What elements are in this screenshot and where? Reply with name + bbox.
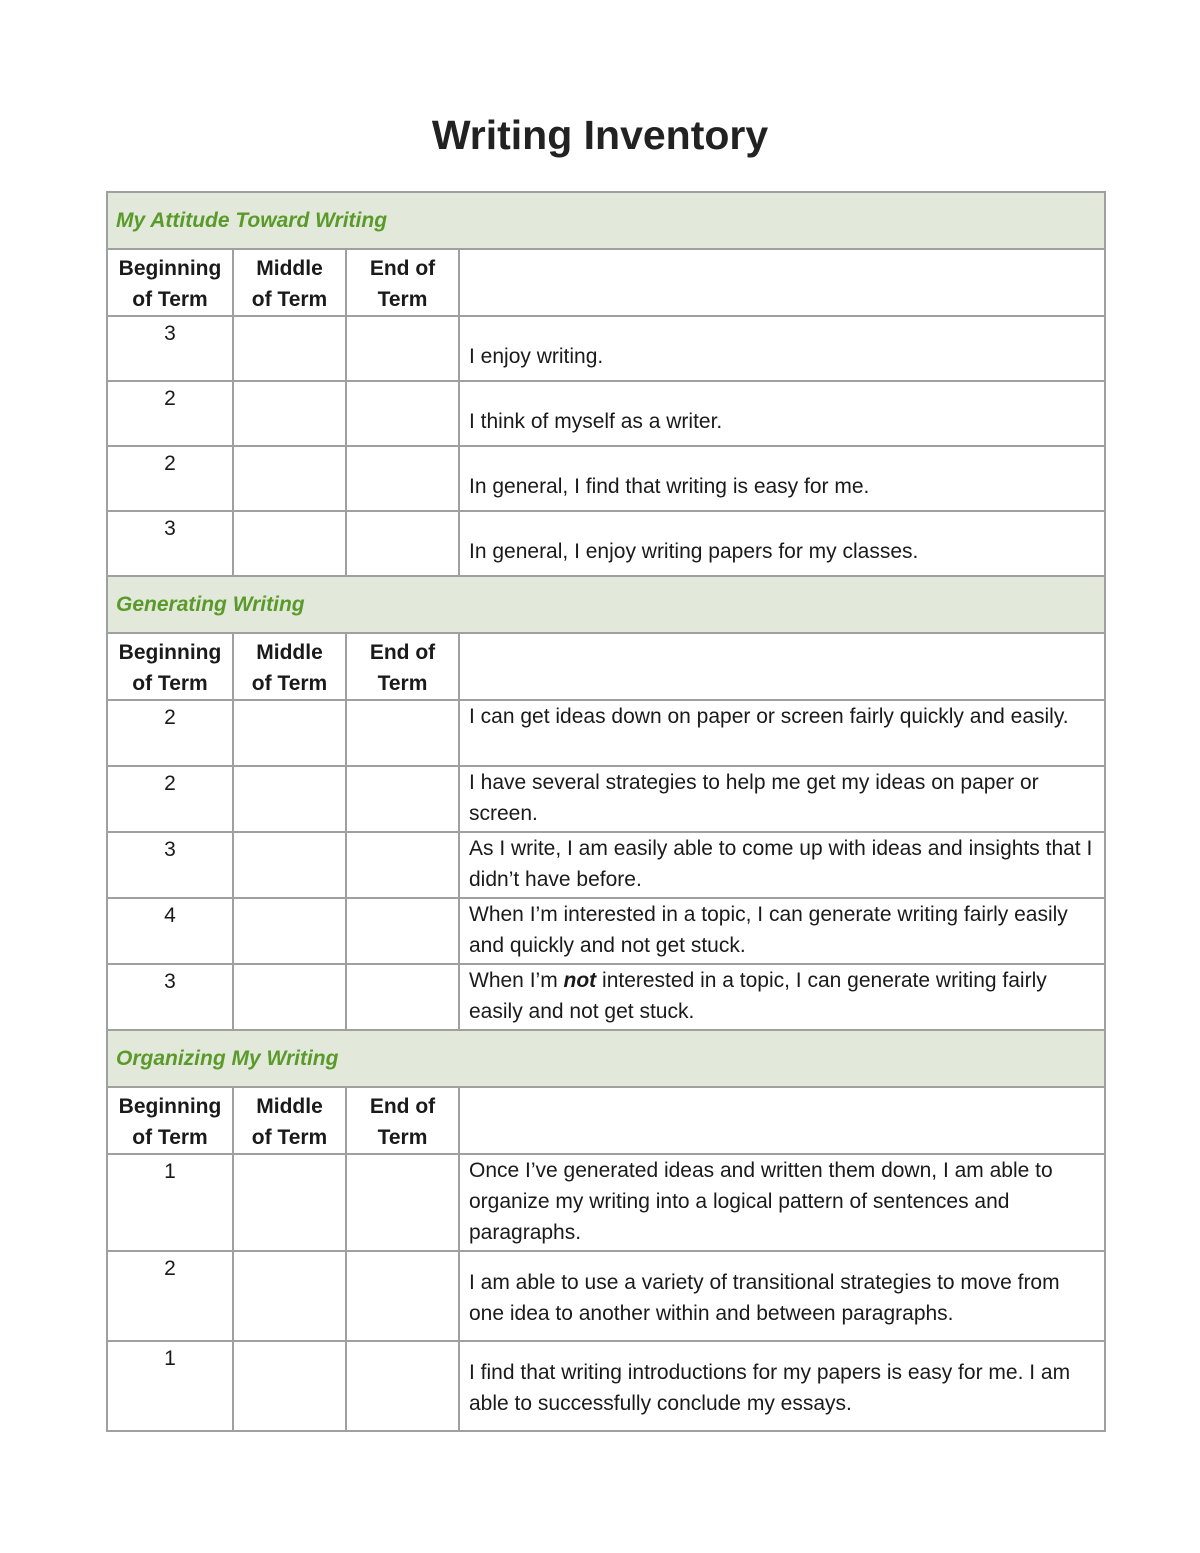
section-title: Organizing My Writing (107, 1030, 1105, 1087)
inventory-table (106, 191, 1106, 1432)
statement: In general, I enjoy writing papers for my classes. (459, 511, 1105, 576)
beginning-of-term-header: Beginning of Term (107, 1087, 233, 1154)
page-title: Writing Inventory (431, 112, 769, 158)
table-row (107, 964, 1105, 1030)
beginning-score[interactable]: 2 (107, 700, 233, 766)
statement: As I write, I am easily able to come up with ideas and insights that I didn’t have before. (459, 832, 1105, 898)
statement-header (459, 633, 1105, 700)
section-header-row (107, 1030, 1105, 1087)
beginning-score[interactable]: 3 (107, 832, 233, 898)
column-header-row (107, 633, 1105, 700)
middle-score[interactable] (233, 766, 346, 832)
middle-score[interactable] (233, 511, 346, 576)
end-of-term-header: End of Term (346, 633, 459, 700)
statement: I enjoy writing. (459, 316, 1105, 381)
section-title: My Attitude Toward Writing (107, 192, 1105, 249)
end-score[interactable] (346, 381, 459, 446)
end-score[interactable] (346, 1251, 459, 1341)
middle-score[interactable] (233, 1251, 346, 1341)
end-of-term-header: End of Term (346, 1087, 459, 1154)
beginning-score[interactable]: 2 (107, 446, 233, 511)
middle-of-term-header: Middle of Term (233, 633, 346, 700)
middle-score[interactable] (233, 832, 346, 898)
statement: In general, I find that writing is easy for me. (459, 446, 1105, 511)
beginning-score[interactable]: 1 (107, 1341, 233, 1431)
section-header-row (107, 192, 1105, 249)
table-row (107, 766, 1105, 832)
statement: I am able to use a variety of transitional strategies to move from one idea to another within and between paragraphs. (459, 1251, 1105, 1341)
table-row (107, 1341, 1105, 1431)
statement-header (459, 249, 1105, 316)
middle-score[interactable] (233, 316, 346, 381)
beginning-of-term-header: Beginning of Term (107, 633, 233, 700)
end-of-term-header: End of Term (346, 249, 459, 316)
statement: I can get ideas down on paper or screen fairly quickly and easily. (459, 700, 1105, 766)
emphasis-not: not (563, 969, 597, 992)
beginning-score[interactable]: 3 (107, 964, 233, 1030)
table-row (107, 700, 1105, 766)
end-score[interactable] (346, 446, 459, 511)
statement: I have several strategies to help me get my ideas on paper or screen. (459, 766, 1105, 832)
beginning-score[interactable]: 3 (107, 316, 233, 381)
end-score[interactable] (346, 766, 459, 832)
table-row (107, 381, 1105, 446)
table-row (107, 832, 1105, 898)
middle-score[interactable] (233, 1154, 346, 1251)
middle-score[interactable] (233, 446, 346, 511)
statement: Once I’ve generated ideas and written them down, I am able to organize my writing into a logical pattern of sentences and paragraphs. (459, 1154, 1105, 1251)
beginning-of-term-header: Beginning of Term (107, 249, 233, 316)
middle-score[interactable] (233, 964, 346, 1030)
end-score[interactable] (346, 511, 459, 576)
statement: I find that writing introductions for my papers is easy for me. I am able to successfully conclude my essays. (459, 1341, 1105, 1431)
table-row (107, 1251, 1105, 1341)
middle-score[interactable] (233, 700, 346, 766)
end-score[interactable] (346, 964, 459, 1030)
beginning-score[interactable]: 2 (107, 766, 233, 832)
beginning-score[interactable]: 3 (107, 511, 233, 576)
end-score[interactable] (346, 316, 459, 381)
end-score[interactable] (346, 898, 459, 964)
statement-header (459, 1087, 1105, 1154)
end-score[interactable] (346, 1154, 459, 1251)
beginning-score[interactable]: 2 (107, 1251, 233, 1341)
table-row (107, 316, 1105, 381)
section-title: Generating Writing (107, 576, 1105, 633)
column-header-row (107, 249, 1105, 316)
beginning-score[interactable]: 1 (107, 1154, 233, 1251)
table-row (107, 1154, 1105, 1251)
middle-score[interactable] (233, 381, 346, 446)
table-row (107, 898, 1105, 964)
table-row (107, 511, 1105, 576)
end-score[interactable] (346, 1341, 459, 1431)
middle-score[interactable] (233, 1341, 346, 1431)
middle-of-term-header: Middle of Term (233, 249, 346, 316)
statement: I think of myself as a writer. (459, 381, 1105, 446)
end-score[interactable] (346, 700, 459, 766)
section-header-row (107, 576, 1105, 633)
statement: When I’m not interested in a topic, I can generate writing fairly easily and not get stuck. (459, 964, 1105, 1030)
beginning-score[interactable]: 2 (107, 381, 233, 446)
beginning-score[interactable]: 4 (107, 898, 233, 964)
end-score[interactable] (346, 832, 459, 898)
middle-of-term-header: Middle of Term (233, 1087, 346, 1154)
table-row (107, 446, 1105, 511)
middle-score[interactable] (233, 898, 346, 964)
statement: When I’m interested in a topic, I can generate writing fairly easily and quickly and not get stuck. (459, 898, 1105, 964)
column-header-row (107, 1087, 1105, 1154)
